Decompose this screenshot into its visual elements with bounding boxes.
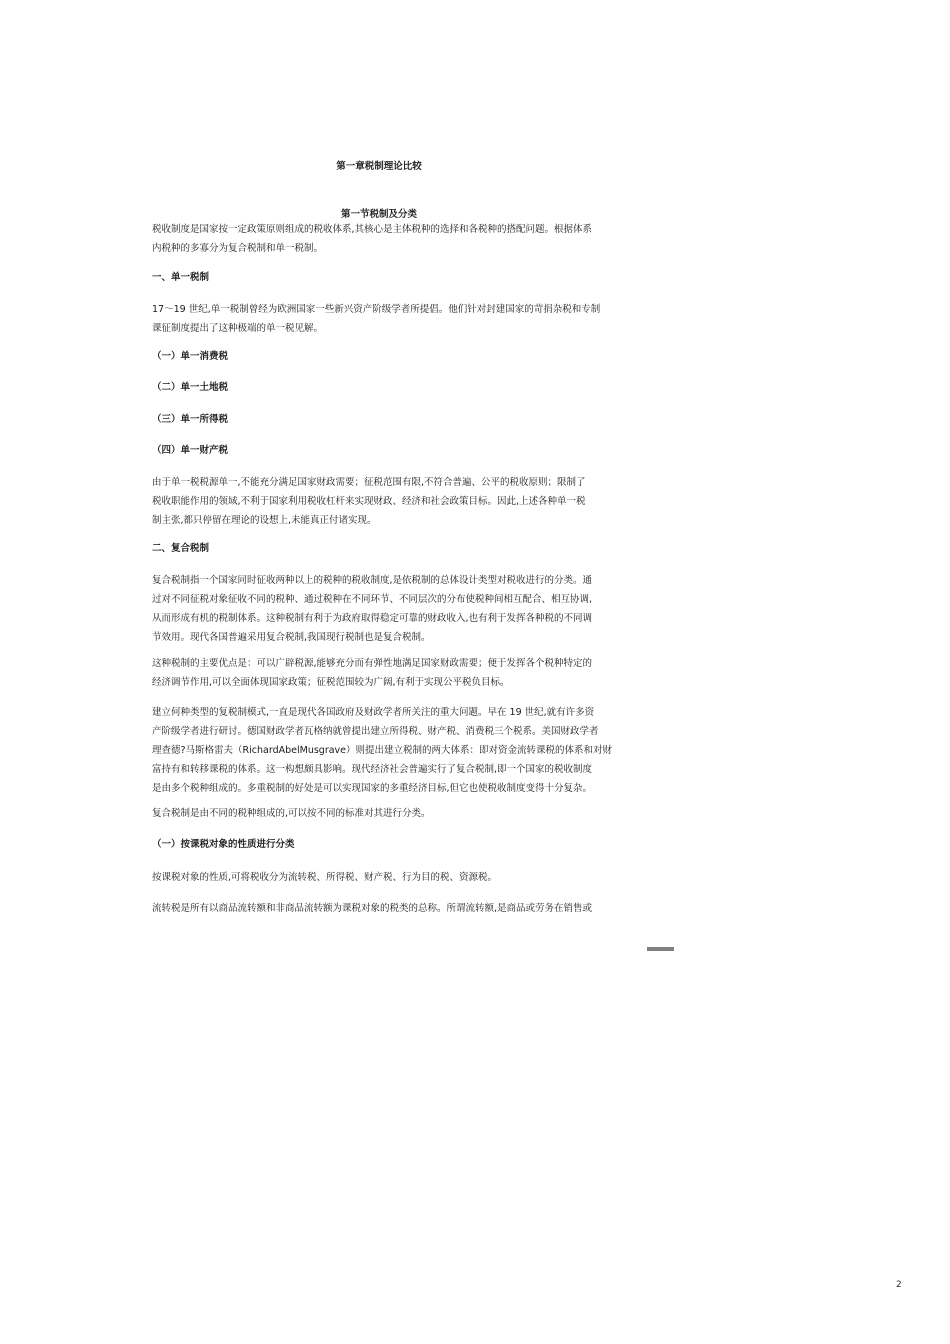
paragraph-line: 经济调节作用,可以全面体现国家政策；征税范围较为广阔,有利于实现公平税负目标。	[152, 677, 510, 688]
paragraph-line: 过对不同征税对象征收不同的税种、通过税种在不同环节、不同层次的分布使税种间相互配合、相互协调,	[152, 594, 593, 605]
turnover-paragraph: 流转税是所有以商品流转额和非商品流转额为课税对象的税类的总称。所谓流转额,是商品或劳务在销售或	[152, 903, 593, 914]
page-number: 2	[896, 1280, 902, 1290]
page-divider	[647, 947, 674, 951]
single-conclusion-paragraph	[152, 473, 622, 530]
section-title: 第一节税制及分类	[340, 209, 417, 220]
paragraph-line: 17～19 世纪,单一税制曾经为欧洲国家一些新兴资产阶级学者所提倡。他们针对封建国家的苛捐杂税和专制	[152, 304, 601, 315]
paragraph-line: 这种税制的主要优点是：可以广辟税源,能够充分而有弹性地满足国家财政需要；便于发挥各个税种特定的	[152, 658, 593, 669]
subheading-object-nature: （一）按课税对象的性质进行分类	[152, 839, 295, 850]
model-paragraph	[152, 703, 622, 798]
paragraph-line: 节效用。现代各国普遍采用复合税制,我国现行税制也是复合税制。	[152, 632, 431, 643]
paragraph-line: 产阶级学者进行研讨。德国财政学者瓦格纳就曾提出建立所得税、财产税、消费税三个税系。美国财政学者	[152, 726, 599, 737]
classification-paragraph: 复合税制是由不同的税种组成的,可以按不同的标准对其进行分类。	[152, 808, 431, 819]
paragraph-line: 从而形成有机的税制体系。这种税制有利于为政府取得稳定可靠的财政收入,也有利于发挥各种税的不同调	[152, 613, 593, 624]
chapter-title: 第一章税制理论比较	[336, 161, 422, 172]
paragraph-line: 制主张,都只停留在理论的设想上,未能真正付诸实现。	[152, 515, 377, 526]
paragraph-line: 税收职能作用的领域,不利于国家利用税收杠杆来实现财政、经济和社会政策目标。因此,上述各种单一税	[152, 496, 586, 507]
paragraph-line: 内税种的多寡分为复合税制和单一税制。	[152, 243, 324, 254]
subheading-consumption: （一）单一消费税	[152, 351, 229, 362]
paragraph-line: 复合税制指一个国家同时征收两种以上的税种的税收制度,是依税制的总体设计类型对税收进行的分类。通	[152, 575, 593, 586]
paragraph-line: 税收制度是国家按一定政策原则组成的税收体系,其核心是主体税种的选择和各税种的搭配问题。根据体系	[152, 224, 593, 235]
advantage-paragraph	[152, 654, 622, 692]
paragraph-line: 由于单一税税源单一,不能充分满足国家财政需要；征税范围有限,不符合普遍、公平的税收原则；限制了	[152, 477, 586, 488]
composite-paragraph	[152, 571, 622, 647]
object-paragraph: 按课税对象的性质,可将税收分为流转税、所得税、财产税、行为目的税、资源税。	[152, 872, 498, 883]
paragraph-line: 理查德?马斯格雷夫（RichardAbelMusgrave）则提出建立税制的两大体系：即对资金流转课税的体系和对财	[152, 745, 613, 756]
subheading-land: （二）单一土地税	[152, 382, 229, 393]
paragraph-line: 富持有和转移课税的体系。这一构想颇具影响。现代经济社会普遍实行了复合税制,即一个国家的税收制度	[152, 764, 593, 775]
subheading-property: （四）单一财产税	[152, 445, 229, 456]
paragraph-line: 是由多个税种组成的。多重税制的好处是可以实现国家的多重经济目标,但它也使税收制度变得十分复杂。	[152, 783, 593, 794]
subheading-income: （三）单一所得税	[152, 414, 229, 425]
paragraph-line: 建立何种类型的复税制模式,一直是现代各国政府及财政学者所关注的重大问题。早在 19 世纪,就有许多资	[152, 707, 595, 718]
single-tax-paragraph	[152, 300, 622, 338]
heading-single-tax: 一、单一税制	[152, 272, 210, 283]
paragraph-line: 课征制度提出了这种极端的单一税见解。	[152, 323, 324, 334]
intro-paragraph	[152, 220, 622, 258]
heading-composite-tax: 二、复合税制	[152, 543, 210, 554]
